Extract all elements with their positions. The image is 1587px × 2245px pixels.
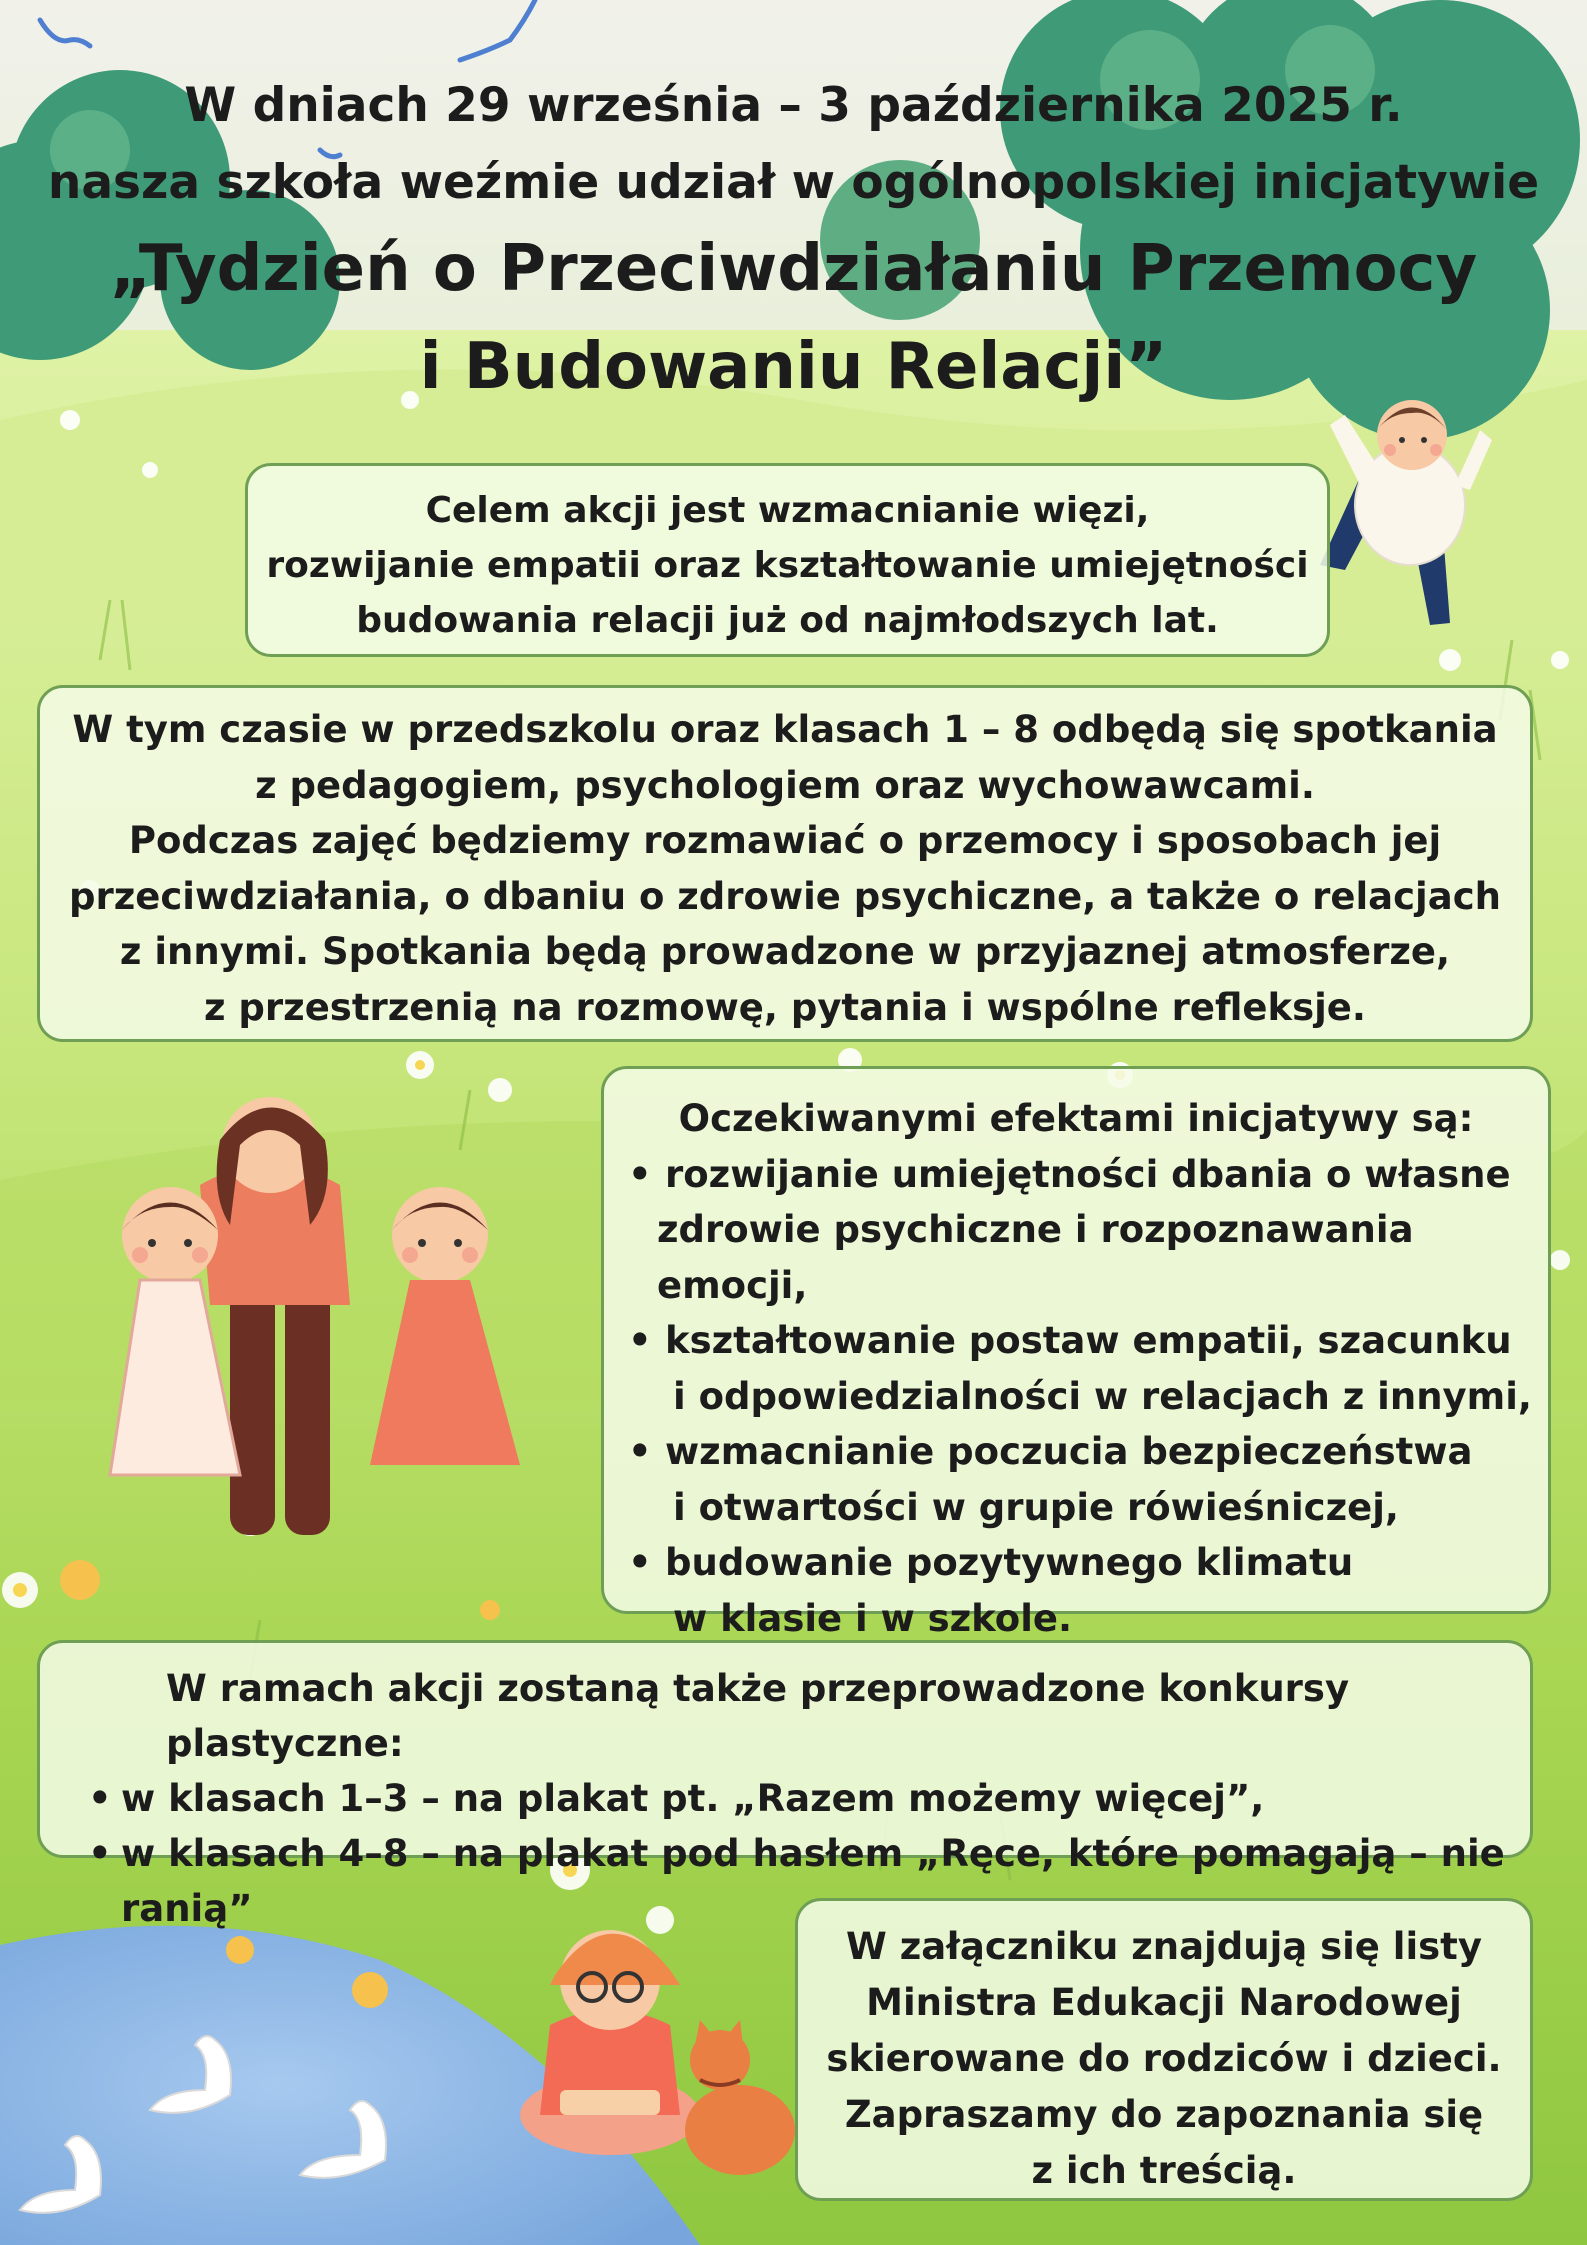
letters-text-line: W załączniku znajdują się listy: [846, 1925, 1482, 1968]
letters-card: [795, 1898, 1533, 2201]
page-title-line1: „Tydzień o Przeciwdziałaniu Przemocy: [109, 232, 1478, 306]
effects-heading: Oczekiwanymi efektami inicjatywy są:: [678, 1097, 1474, 1140]
contests-heading: W ramach akcji zostaną także przeprowadzone konkursy plastyczne:: [166, 1667, 1350, 1765]
effects-list-item: [628, 1535, 1548, 1646]
contests-list-item: • w klasach 1–3 – na plakat pt. „Razem możemy więcej”,: [88, 1771, 1530, 1826]
meetings-text-line: Podczas zajęć będziemy rozmawiać o przemocy i sposobach jej: [128, 819, 1442, 862]
intro-line-initiative: nasza szkoła weźmie udział w ogólnopolskiej inicjatywie: [47, 155, 1540, 210]
effects-list-item: [628, 1313, 1548, 1424]
effects-item-line: i otwartości w grupie rówieśniczej,: [673, 1485, 1399, 1529]
meetings-text-line: z przestrzenią na rozmowę, pytania i wspólne refleksje.: [204, 985, 1366, 1029]
letters-text-line: z ich treścią.: [1031, 2149, 1297, 2192]
effects-list-item: [628, 1147, 1548, 1314]
effects-item-line: budowanie pozytywnego klimatu: [665, 1541, 1354, 1584]
effects-item-line: zdrowie psychiczne i rozpoznawania emocji,: [657, 1208, 1414, 1307]
goal-text-line: budowania relacji już od najmłodszych lat.: [356, 600, 1219, 641]
meetings-card: [37, 685, 1533, 1042]
effects-list: [628, 1147, 1548, 1647]
letters-text-line: Ministra Edukacji Narodowej: [866, 1981, 1462, 2024]
page-title-line2: i Budowaniu Relacji”: [419, 330, 1168, 404]
contests-list-item: • w klasach 4–8 – na plakat pod hasłem „Ręce, które pomagają – nie ranią”: [88, 1826, 1530, 1936]
effects-list-item: [628, 1424, 1548, 1535]
meetings-text-line: przeciwdziałania, o dbaniu o zdrowie psychiczne, a także o relacjach: [69, 874, 1501, 918]
goal-card: [245, 463, 1330, 657]
contests-card: [37, 1640, 1533, 1930]
intro-line-dates: W dniach 29 września – 3 października 2025 r.: [184, 78, 1403, 133]
meetings-text-line: z innymi. Spotkania będą prowadzone w przyjaznej atmosferze,: [119, 930, 1451, 973]
effects-item-line: wzmacnianie poczucia bezpieczeństwa: [665, 1430, 1473, 1473]
meetings-text-line: z pedagogiem, psychologiem oraz wychowawcami.: [255, 763, 1315, 807]
letters-text-line: Zapraszamy do zapoznania się: [844, 2093, 1484, 2136]
letters-text-line: skierowane do rodziców i dzieci.: [826, 2037, 1502, 2080]
effects-item-line: kształtowanie postaw empatii, szacunku: [665, 1319, 1512, 1362]
effects-card: [601, 1066, 1551, 1640]
effects-item-line: i odpowiedzialności w relacjach z innymi,: [673, 1374, 1532, 1418]
meetings-text-line: W tym czasie w przedszkolu oraz klasach 1 – 8 odbędą się spotkania: [72, 708, 1498, 751]
goal-text-line: rozwijanie empatii oraz kształtowanie umiejętności: [266, 545, 1309, 586]
effects-item-line: rozwijanie umiejętności dbania o własne: [665, 1152, 1511, 1196]
goal-text-line: Celem akcji jest wzmacnianie więzi,: [425, 490, 1150, 531]
effects-item-line: w klasie i w szkole.: [673, 1596, 1073, 1640]
